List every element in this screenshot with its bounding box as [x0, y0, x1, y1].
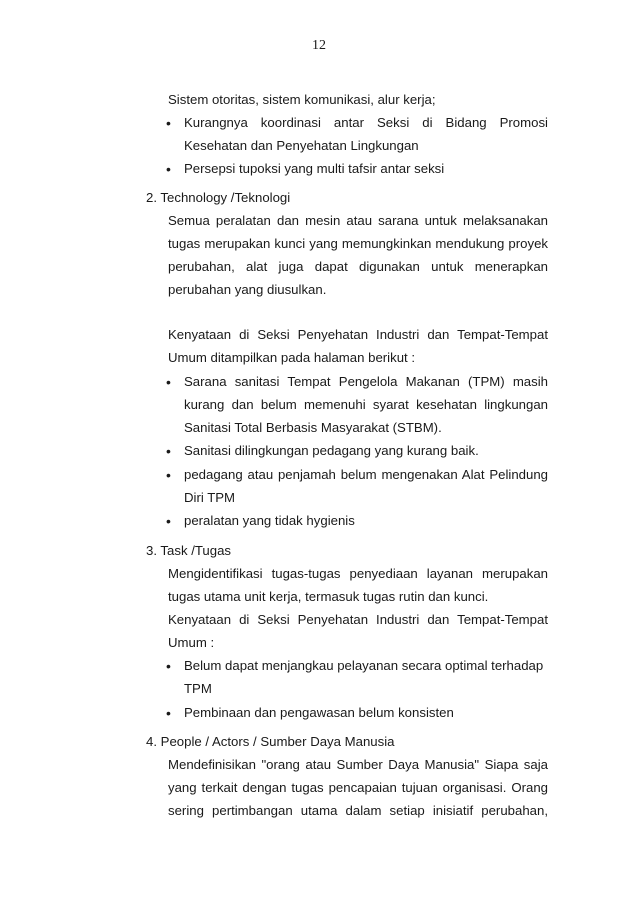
paragraph-line: tugas merupakan kunci yang memungkinkan mendukung proyek [168, 236, 548, 251]
section-heading-people: 4. People / Actors / Sumber Daya Manusia [146, 734, 395, 749]
bullet-icon: • [166, 115, 171, 131]
paragraph-line: Umum ditampilkan pada halaman berikut : [168, 350, 416, 365]
list-item-cont: kurang dan belum memenuhi syarat kesehatan lingkungan [184, 397, 548, 412]
paragraph-line: Mendefinisikan "orang atau Sumber Daya Manusia" Siapa saja [168, 757, 548, 772]
paragraph-line: Kenyataan di Seksi Penyehatan Industri dan Tempat-Tempat [168, 612, 548, 627]
paragraph-line: perubahan, alat juga dapat digunakan untuk menerapkan [168, 259, 548, 274]
list-item: Belum dapat menjangkau pelayanan secara optimal terhadap [184, 658, 544, 673]
bullet-icon: • [166, 374, 171, 390]
list-item: Kurangnya koordinasi antar Seksi di Bidang Promosi [184, 115, 548, 130]
list-item: pedagang atau penjamah belum mengenakan Alat Pelindung [184, 467, 548, 482]
paragraph-line: perubahan yang diusulkan. [168, 282, 327, 297]
section-heading-task: 3. Task /Tugas [146, 543, 232, 558]
paragraph-line: Semua peralatan dan mesin atau sarana untuk melaksanakan [168, 213, 548, 228]
bullet-icon: • [166, 467, 171, 483]
list-item: peralatan yang tidak hygienis [184, 513, 355, 528]
list-item: Persepsi tupoksi yang multi tafsir antar seksi [184, 161, 445, 176]
page-number: 12 [312, 38, 326, 53]
bullet-icon: • [166, 161, 171, 177]
paragraph-line: Umum : [168, 635, 215, 650]
paragraph-line: tugas utama unit kerja, termasuk tugas rutin dan kunci. [168, 589, 489, 604]
paragraph-line: Mengidentifikasi tugas-tugas penyediaan layanan merupakan [168, 566, 548, 581]
paragraph-line: Kenyataan di Seksi Penyehatan Industri dan Tempat-Tempat [168, 327, 548, 342]
paragraph-line: yang terkait dengan tugas pencapaian tujuan organisasi. Orang [168, 780, 548, 795]
bullet-icon: • [166, 705, 171, 721]
bullet-icon: • [166, 513, 171, 529]
intro-line: Sistem otoritas, sistem komunikasi, alur kerja; [168, 92, 436, 107]
paragraph-line: sering pertimbangan utama dalam setiap inisiatif perubahan, [168, 803, 548, 818]
list-item: Sarana sanitasi Tempat Pengelola Makanan (TPM) masih [184, 374, 548, 389]
list-item-cont: Diri TPM [184, 490, 236, 505]
list-item-cont: TPM [184, 681, 212, 696]
list-item: Sanitasi dilingkungan pedagang yang kurang baik. [184, 443, 479, 458]
bullet-icon: • [166, 658, 171, 674]
list-item-cont: Kesehatan dan Penyehatan Lingkungan [184, 138, 419, 153]
list-item-cont: Sanitasi Total Berbasis Masyarakat (STBM). [184, 420, 442, 435]
section-heading-technology: 2. Technology /Teknologi [146, 190, 291, 205]
list-item: Pembinaan dan pengawasan belum konsisten [184, 705, 454, 720]
bullet-icon: • [166, 443, 171, 459]
